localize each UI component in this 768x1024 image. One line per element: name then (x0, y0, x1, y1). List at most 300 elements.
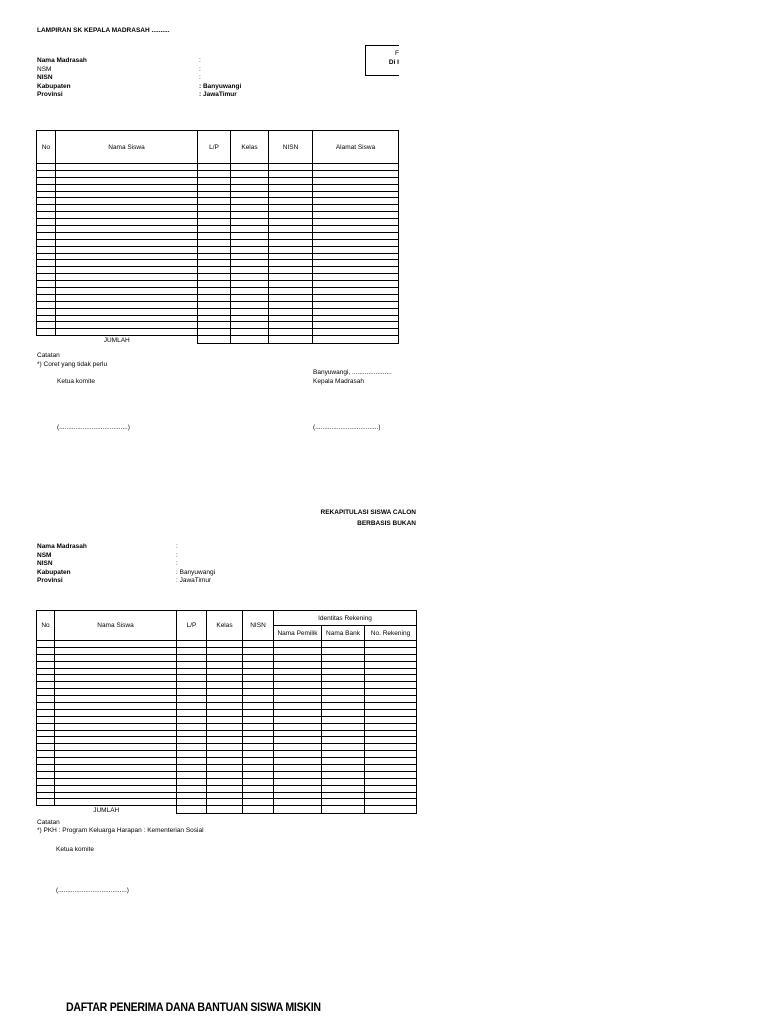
table-cell (56, 294, 198, 301)
table-cell (207, 751, 243, 758)
table-cell (37, 799, 55, 806)
table-row (37, 184, 399, 191)
table-cell (177, 744, 207, 751)
total-cell (198, 336, 231, 344)
table-cell (274, 751, 322, 758)
table-cell (322, 744, 365, 751)
table-cell (198, 322, 231, 329)
committee-chair-label: Ketua komite (56, 846, 94, 853)
table-cell (274, 709, 322, 716)
table-cell (313, 232, 399, 239)
table-cell (269, 198, 313, 205)
table-cell (56, 315, 198, 322)
table-row (37, 751, 417, 758)
table-cell (198, 281, 231, 288)
column-header-gender: L/P (198, 131, 231, 164)
table-cell (274, 778, 322, 785)
table-cell (231, 184, 269, 191)
student-table (36, 130, 399, 344)
table-cell (55, 641, 177, 648)
table-cell (207, 654, 243, 661)
table-cell (207, 785, 243, 792)
table-cell (313, 294, 399, 301)
column-header-no: No (37, 611, 55, 641)
table-row (37, 205, 399, 212)
table-cell (322, 675, 365, 682)
table-cell (198, 212, 231, 219)
table-cell (365, 758, 417, 765)
table-cell (231, 212, 269, 219)
table-cell (365, 675, 417, 682)
table-cell (207, 668, 243, 675)
table-cell (243, 792, 274, 799)
table-cell (322, 771, 365, 778)
table-cell (37, 696, 55, 703)
table-cell (231, 322, 269, 329)
table-cell (365, 696, 417, 703)
table-cell (231, 260, 269, 267)
table-cell (269, 232, 313, 239)
table-cell (243, 661, 274, 668)
table-cell (37, 191, 56, 198)
table-cell (313, 301, 399, 308)
table-cell (56, 260, 198, 267)
table-cell (243, 682, 274, 689)
table-cell (37, 792, 55, 799)
table-cell (269, 177, 313, 184)
table-cell (365, 730, 417, 737)
notes-line: *) Coret yang tidak perlu (37, 361, 108, 368)
table-cell (207, 771, 243, 778)
table-row (37, 758, 417, 765)
table-cell (231, 226, 269, 233)
table-cell (207, 661, 243, 668)
table-row (37, 267, 399, 274)
table-cell (55, 778, 177, 785)
field-label: Kabupaten (37, 82, 71, 90)
table-cell (313, 184, 399, 191)
table-cell (243, 716, 274, 723)
table-row (37, 654, 417, 661)
table-cell (56, 281, 198, 288)
table-cell (37, 274, 56, 281)
notes-line: *) PKH : Program Keluarga Harapan : Kementerian Sosial (37, 827, 204, 834)
table-cell (37, 177, 56, 184)
table-cell (37, 184, 56, 191)
table-row (37, 785, 417, 792)
table-cell (55, 654, 177, 661)
table-row (37, 329, 399, 336)
table-cell (274, 723, 322, 730)
table-cell (231, 232, 269, 239)
table-cell (198, 301, 231, 308)
table-cell (177, 682, 207, 689)
table-cell (243, 675, 274, 682)
table-cell (207, 723, 243, 730)
table-cell (243, 785, 274, 792)
table-row (37, 792, 417, 799)
table-cell (56, 329, 198, 336)
table-cell (55, 785, 177, 792)
table-cell (37, 212, 56, 219)
table-cell (365, 647, 417, 654)
table-cell (274, 737, 322, 744)
total-cell (269, 336, 313, 344)
table-cell (198, 294, 231, 301)
table-cell (269, 308, 313, 315)
table-cell (274, 668, 322, 675)
table-cell (243, 696, 274, 703)
footer-title: DAFTAR PENERIMA DANA BANTUAN SISWA MISKIN (66, 1002, 321, 1014)
table-row (37, 253, 399, 260)
table-cell (243, 765, 274, 772)
table-cell (365, 716, 417, 723)
column-header-name: Nama Siswa (56, 131, 198, 164)
table-cell (55, 744, 177, 751)
table-cell (269, 329, 313, 336)
table-row (37, 778, 417, 785)
table-cell (365, 744, 417, 751)
table-cell (313, 281, 399, 288)
table-cell (269, 212, 313, 219)
table-cell (231, 281, 269, 288)
committee-signature-blank: (......................................) (57, 424, 130, 431)
table-cell (177, 709, 207, 716)
recap-table (36, 610, 417, 814)
table-cell (313, 267, 399, 274)
table-cell (55, 682, 177, 689)
table-cell (55, 696, 177, 703)
table-cell (37, 198, 56, 205)
table-cell (243, 744, 274, 751)
table-row (37, 737, 417, 744)
table-cell (313, 274, 399, 281)
table-cell (177, 647, 207, 654)
column-header-owner: Nama Pemilik (274, 626, 322, 641)
table-cell (313, 191, 399, 198)
table-cell (37, 682, 55, 689)
table-cell (37, 641, 55, 648)
table-cell (322, 703, 365, 710)
table-cell (55, 723, 177, 730)
table-cell (243, 641, 274, 648)
column-header-address: Alamat Siswa (313, 131, 399, 164)
table-cell (274, 703, 322, 710)
table-cell (177, 751, 207, 758)
table-cell (322, 765, 365, 772)
table-cell (269, 205, 313, 212)
table-cell (269, 184, 313, 191)
table-cell (274, 730, 322, 737)
column-header-name: Nama Siswa (55, 611, 177, 641)
table-cell (243, 668, 274, 675)
table-row (37, 668, 417, 675)
document-header: LAMPIRAN SK KEPALA MADRASAH .......... (37, 27, 170, 34)
header-box-line-1: F (395, 50, 399, 57)
committee-signature-blank: (......................................) (56, 887, 129, 894)
table-row (37, 716, 417, 723)
table-cell (207, 689, 243, 696)
table-cell (243, 758, 274, 765)
table-cell (56, 184, 198, 191)
table-cell (274, 689, 322, 696)
table-cell (207, 744, 243, 751)
table-cell (269, 294, 313, 301)
table-cell (269, 322, 313, 329)
table-cell (207, 799, 243, 806)
table-cell (56, 177, 198, 184)
table-cell (207, 737, 243, 744)
total-label: JUMLAH (37, 806, 177, 814)
table-row (37, 301, 399, 308)
table-cell (37, 267, 56, 274)
table-cell (37, 771, 55, 778)
table-cell (269, 301, 313, 308)
table-cell (56, 308, 198, 315)
table-cell (37, 730, 55, 737)
table-cell (207, 765, 243, 772)
table-cell (269, 170, 313, 177)
table-cell (55, 709, 177, 716)
column-header-class: Kelas (231, 131, 269, 164)
table-cell (56, 191, 198, 198)
table-cell (37, 654, 55, 661)
table-cell (274, 641, 322, 648)
table-cell (231, 219, 269, 226)
table-cell (313, 260, 399, 267)
column-header-class: Kelas (207, 611, 243, 641)
field-label: Provinsi (37, 91, 63, 98)
table-cell (37, 744, 55, 751)
table-cell (56, 212, 198, 219)
table-cell (55, 730, 177, 737)
table-cell (198, 164, 231, 171)
table-cell (243, 654, 274, 661)
field-value: : JawaTimur (199, 91, 237, 98)
table-cell (274, 771, 322, 778)
table-cell (207, 730, 243, 737)
table-cell (269, 288, 313, 295)
table-cell (269, 191, 313, 198)
table-cell (269, 274, 313, 281)
table-cell (365, 785, 417, 792)
table-row (37, 246, 399, 253)
table-cell (365, 737, 417, 744)
table-cell (365, 682, 417, 689)
table-cell (243, 778, 274, 785)
table-cell (37, 308, 56, 315)
table-cell (274, 675, 322, 682)
principal-label: Kepala Madrasah (313, 378, 364, 385)
table-cell (322, 668, 365, 675)
total-cell (322, 806, 365, 814)
table-cell (269, 246, 313, 253)
table-cell (198, 267, 231, 274)
table-cell (56, 322, 198, 329)
field-value: : (176, 560, 178, 567)
table-cell (198, 205, 231, 212)
field-label: Nama Madrasah (37, 543, 87, 550)
table-cell (322, 661, 365, 668)
table-row (37, 647, 417, 654)
table-cell (198, 315, 231, 322)
table-cell (198, 260, 231, 267)
table-cell (55, 675, 177, 682)
table-cell (313, 288, 399, 295)
table-cell (55, 765, 177, 772)
table-cell (313, 177, 399, 184)
table-cell (55, 792, 177, 799)
table-cell (37, 226, 56, 233)
table-cell (322, 654, 365, 661)
table-cell (365, 765, 417, 772)
table-cell (231, 164, 269, 171)
field-label: Provinsi (37, 577, 63, 584)
table-row (37, 260, 399, 267)
table-cell (274, 758, 322, 765)
table-row (37, 308, 399, 315)
table-cell (207, 758, 243, 765)
table-cell (207, 716, 243, 723)
table-cell (313, 219, 399, 226)
table-cell (37, 661, 55, 668)
table-cell (198, 226, 231, 233)
table-cell (37, 205, 56, 212)
table-cell (37, 723, 55, 730)
table-cell (37, 301, 56, 308)
table-row (37, 198, 399, 205)
table-cell (231, 308, 269, 315)
table-cell (322, 792, 365, 799)
total-label: JUMLAH (37, 336, 198, 344)
table-row (37, 709, 417, 716)
field-value: : (176, 551, 178, 559)
table-cell (269, 260, 313, 267)
table-cell (198, 308, 231, 315)
table-cell (313, 308, 399, 315)
total-cell (243, 806, 274, 814)
table-cell (365, 709, 417, 716)
table-cell (207, 641, 243, 648)
field-value: : (199, 74, 201, 81)
table-cell (322, 737, 365, 744)
table-row (37, 703, 417, 710)
table-cell (243, 737, 274, 744)
table-cell (274, 696, 322, 703)
table-cell (365, 689, 417, 696)
table-row (37, 799, 417, 806)
field-value: : Banyuwangi (176, 568, 216, 576)
table-cell (231, 239, 269, 246)
table-cell (177, 799, 207, 806)
table-cell (313, 253, 399, 260)
table-cell (177, 758, 207, 765)
table-cell (177, 778, 207, 785)
table-cell (37, 675, 55, 682)
table-cell (274, 716, 322, 723)
table-cell (365, 641, 417, 648)
table-cell (177, 689, 207, 696)
table-cell (322, 751, 365, 758)
table-cell (198, 198, 231, 205)
table-cell (243, 771, 274, 778)
field-value: : Banyuwangi (199, 82, 242, 90)
table-cell (322, 682, 365, 689)
table-row (37, 730, 417, 737)
table-cell (313, 329, 399, 336)
table-cell (274, 785, 322, 792)
table-cell (231, 315, 269, 322)
table-cell (269, 219, 313, 226)
table-row (37, 682, 417, 689)
table-cell (177, 792, 207, 799)
table-cell (198, 184, 231, 191)
table-cell (231, 301, 269, 308)
table-row (37, 219, 399, 226)
table-cell (231, 274, 269, 281)
table-cell (313, 198, 399, 205)
table-cell (243, 703, 274, 710)
table-cell (365, 668, 417, 675)
table-cell (37, 232, 56, 239)
table-row (37, 315, 399, 322)
table-cell (322, 716, 365, 723)
table-cell (207, 709, 243, 716)
table-row (37, 771, 417, 778)
header-box-line-2: Di I (388, 59, 399, 66)
table-cell (177, 675, 207, 682)
table-header-row (37, 131, 399, 164)
column-header-gender: L/P (177, 611, 207, 641)
table-cell (56, 274, 198, 281)
table-cell (269, 239, 313, 246)
table-cell (365, 703, 417, 710)
table-cell (198, 274, 231, 281)
notes-title: Catatan (37, 819, 60, 826)
table-cell (274, 654, 322, 661)
table-cell (231, 329, 269, 336)
table-row (37, 232, 399, 239)
table-cell (322, 641, 365, 648)
table-cell (37, 294, 56, 301)
table-row (37, 641, 417, 648)
table-cell (37, 647, 55, 654)
table-cell (365, 792, 417, 799)
total-row (37, 336, 399, 344)
table-row (37, 744, 417, 751)
table-cell (274, 647, 322, 654)
table-cell (55, 771, 177, 778)
table-cell (243, 689, 274, 696)
table-cell (177, 641, 207, 648)
total-row (37, 806, 417, 814)
field-label: NISN (37, 74, 53, 81)
table-cell (243, 647, 274, 654)
committee-chair-label: Ketua komite (57, 378, 95, 385)
table-cell (322, 785, 365, 792)
total-cell (231, 336, 269, 344)
table-cell (56, 301, 198, 308)
column-header-account-no: No. Rekening (365, 626, 417, 641)
table-cell (177, 785, 207, 792)
table-cell (322, 778, 365, 785)
table-cell (37, 260, 56, 267)
table-cell (56, 226, 198, 233)
total-cell (207, 806, 243, 814)
table-cell (37, 689, 55, 696)
table-cell (269, 226, 313, 233)
table-cell (313, 212, 399, 219)
